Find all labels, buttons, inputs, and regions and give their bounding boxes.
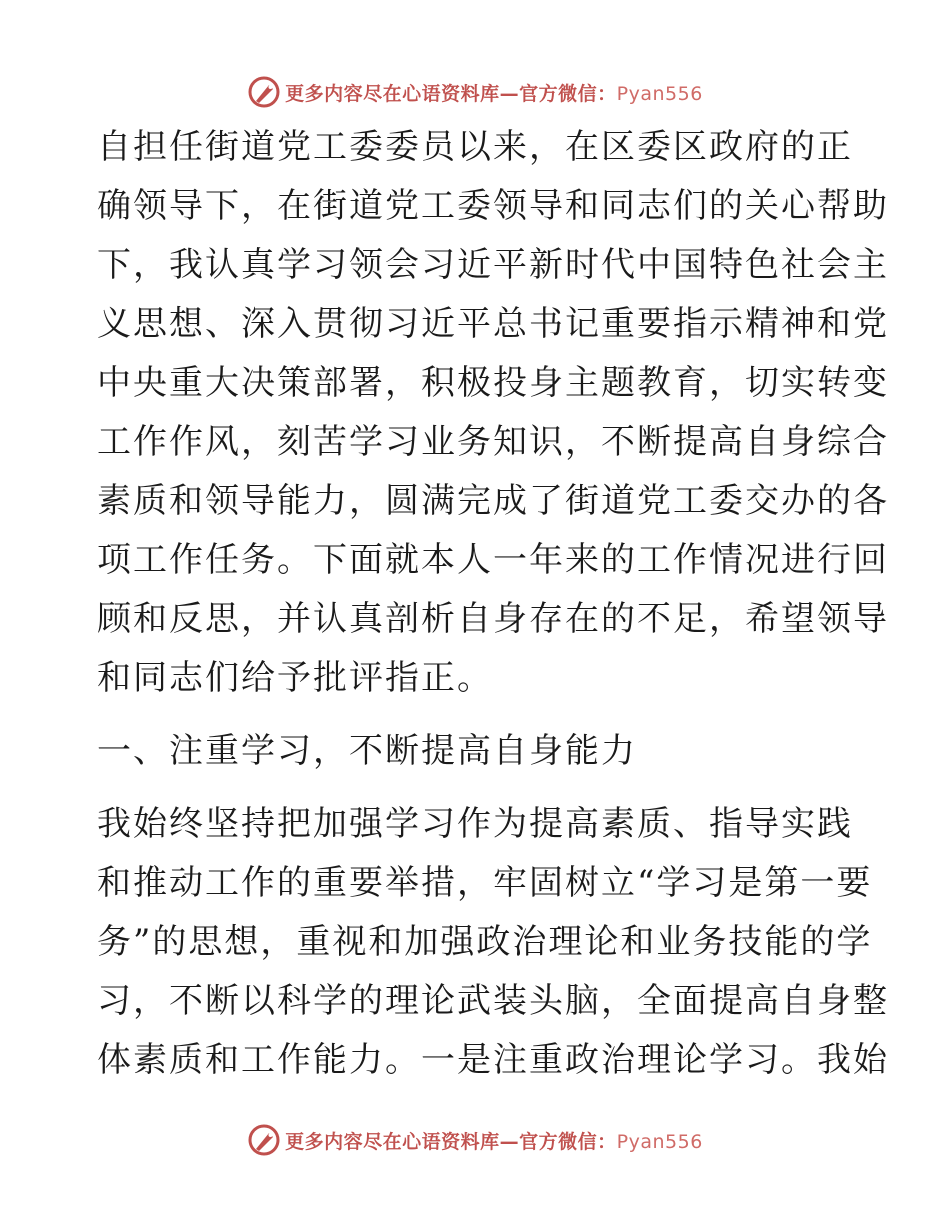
- text-line: 和推动工作的重要举措，牢固树立“学习是第一要: [97, 863, 873, 903]
- text-line: 中央重大决策部署，积极投身主题教育，切实转变: [97, 363, 889, 403]
- watermark-header: [0, 72, 950, 112]
- text-line: 义思想、深入贯彻习近平总书记重要指示精神和党: [97, 304, 889, 344]
- text-line: 我始终坚持把加强学习作为提高素质、指导实践: [97, 804, 853, 844]
- section-heading: 一、注重学习，不断提高自身能力: [97, 731, 637, 771]
- text-line: 顾和反思，并认真剖析自身存在的不足，希望领导: [97, 599, 889, 639]
- text-line: 素质和领导能力，圆满完成了街道党工委交办的各: [97, 481, 889, 521]
- paragraph-intro: [97, 118, 889, 708]
- text-line: 项工作任务。下面就本人一年来的工作情况进行回: [97, 540, 889, 580]
- pen-nib-logo-icon: [247, 1123, 281, 1157]
- text-line: 工作作风，刻苦学习业务知识，不断提高自身综合: [97, 422, 889, 462]
- text-line: 自担任街道党工委委员以来，在区委区政府的正: [97, 127, 853, 167]
- text-line: 习，不断以科学的理论武装头脑，全面提高自身整: [97, 981, 889, 1021]
- text-line: 确领导下，在街道党工委领导和同志们的关心帮助: [97, 186, 889, 226]
- text-line: 体素质和工作能力。一是注重政治理论学习。我始: [97, 1040, 889, 1080]
- text-line: 务”的思想，重视和加强政治理论和业务技能的学: [97, 922, 873, 962]
- paragraph-study: [97, 795, 889, 1090]
- watermark-footer: [0, 1120, 950, 1160]
- pen-nib-logo-icon: [247, 75, 281, 109]
- watermark-text: 更多内容尽在心语资料库—官方微信：Pyan556: [285, 82, 703, 105]
- text-line: 和同志们给予批评指正。: [97, 658, 493, 698]
- document-body: [97, 118, 889, 1090]
- text-line: 下，我认真学习领会习近平新时代中国特色社会主: [97, 245, 889, 285]
- watermark-text: 更多内容尽在心语资料库—官方微信：Pyan556: [285, 1130, 703, 1153]
